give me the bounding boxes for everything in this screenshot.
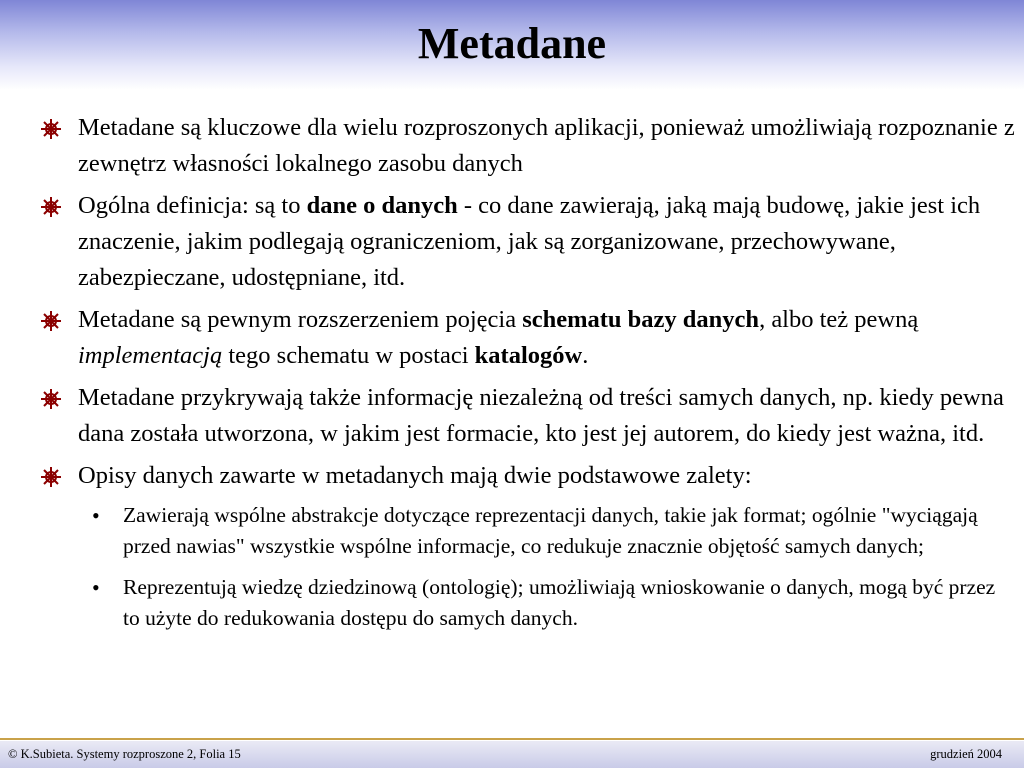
wheel-asterisk-icon <box>40 118 62 140</box>
bullet-text: Metadane są pewnym rozszerzeniem pojęcia <box>78 306 523 333</box>
sub-bullet-item-1 <box>40 500 1015 562</box>
dot-bullet-icon: • <box>92 575 100 600</box>
bullet-text: tego schematu w postaci <box>222 342 475 369</box>
wheel-asterisk-icon <box>40 466 62 488</box>
bullet-item-4 <box>40 380 1015 452</box>
bullet-text: Ogólna definicja: są to <box>78 192 307 219</box>
bullet-text: , albo też pewną <box>759 306 919 333</box>
footer-date: grudzień 2004 <box>930 747 1002 761</box>
slide-title: Metadane <box>417 19 607 68</box>
wheel-asterisk-icon <box>40 196 62 218</box>
bullet-item-1 <box>40 110 1015 182</box>
bullet-text: Opisy danych zawarte w metadanych mają dwie podstawowe zalety: <box>78 462 752 489</box>
wheel-asterisk-icon <box>40 310 62 332</box>
bold-term: schematu bazy danych <box>522 306 760 333</box>
footer-copyright: © K.Subieta. Systemy rozproszone 2, Folia 15 <box>8 747 241 761</box>
bullet-text: Metadane są kluczowe dla wielu rozproszonych aplikacji, ponieważ umożliwiają rozpoznanie z zewnętrz własności lokalnego zasobu danych <box>78 114 1015 177</box>
bullet-item-2 <box>40 188 1015 296</box>
bold-term: katalogów <box>474 342 583 369</box>
bullet-item-5 <box>40 458 1015 494</box>
wheel-asterisk-icon <box>40 388 62 410</box>
bullet-text: Metadane przykrywają także informację niezależną od treści samych danych, np. kiedy pewna dana została utworzona, w jakim jest formacie, kto jest jej autorem, do kiedy jest ważna, itd. <box>78 384 1004 447</box>
bold-term: dane o danych <box>306 192 458 219</box>
slide-content <box>40 110 1015 644</box>
bullet-text: . <box>582 342 589 369</box>
footer-divider <box>0 738 1024 740</box>
italic-term: implementacją <box>78 342 223 369</box>
sub-bullet-text: Reprezentują wiedzę dziedzinową (ontologię); umożliwiają wnioskowanie o danych, mogą być przez to użyte do redukowania dostępu do samych danych. <box>123 575 996 630</box>
sub-bullet-text: Zawierają wspólne abstrakcje dotyczące reprezentacji danych, takie jak format; ogólnie "wyciągają przed nawias" wszystkie wspólne informacje, co redukuje znacznie objętość samych danych; <box>123 503 978 558</box>
sub-bullet-item-2 <box>40 572 1015 634</box>
dot-bullet-icon: • <box>92 503 100 528</box>
bullet-item-3 <box>40 302 1015 374</box>
footer <box>0 741 1024 768</box>
bullet-text: - co dane zawierają, jaką mają budowę, jakie jest ich znaczenie, jakim podlegają ograniczeniom, jak są zorganizowane, przechowywane, zabezpieczane, udostępniane, itd. <box>78 192 981 291</box>
